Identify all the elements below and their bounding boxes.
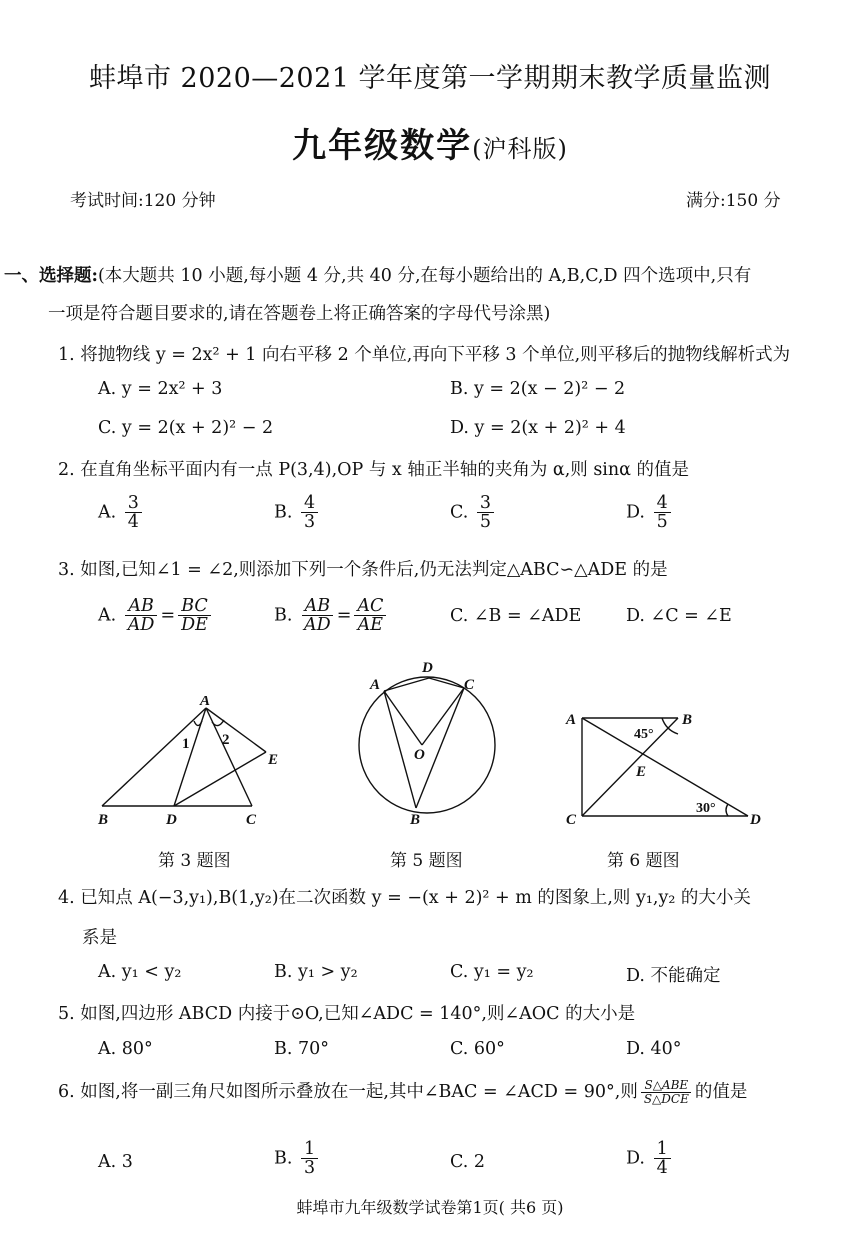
q2-a-num: 3 bbox=[125, 494, 142, 513]
fig5-caption: 第 5 题图 bbox=[390, 851, 463, 871]
q3-option-b: B. $\frac{AB}{AD}$ = $\frac{AC}{AE}$ bbox=[274, 597, 389, 635]
section-intro: (本大题共 10 小题,每小题 4 分,共 40 分,在每小题给出的 A,B,C,D 四个选项中,只有 bbox=[97, 266, 752, 286]
q4-option-c: C. y₁ = y₂ bbox=[450, 962, 534, 982]
fig3-label-a: A bbox=[200, 696, 211, 709]
q6-frac-num: S△ABE bbox=[641, 1079, 691, 1093]
q1-stem: 1. 将抛物线 y = 2x² + 1 向右平移 2 个单位,再向下平移 3 个单位,则平移后的抛物线解析式为 bbox=[58, 345, 791, 365]
figure-5 bbox=[354, 656, 504, 826]
q5-stem: 5. 如图,四边形 ABCD 内接于⊙O,已知∠ADC = 140°,则∠AOC 的大小是 bbox=[58, 1004, 636, 1024]
q6-frac-den: S△DCE bbox=[643, 1092, 689, 1106]
section-intro-line2: 一项是符合题目要求的,请在答题卷上将正确答案的字母代号涂黑) bbox=[48, 304, 551, 324]
q6-option-a: A. 3 bbox=[98, 1152, 133, 1172]
fig6-label-b: B bbox=[682, 712, 693, 728]
q4-option-b: B. y₁ > y₂ bbox=[274, 962, 358, 982]
q2-c-den: 5 bbox=[479, 512, 492, 533]
q5-option-d: D. 40° bbox=[626, 1039, 682, 1059]
q3-stem: 3. 如图,已知∠1 = ∠2,则添加下列一个条件后,仍无法判定△ABC∽△ADE 的是 bbox=[58, 560, 668, 580]
fig3-label-b: B bbox=[98, 812, 109, 828]
subject-name: 九年级数学 bbox=[292, 126, 473, 166]
fig3-label-e: E bbox=[268, 752, 279, 768]
figure-3 bbox=[90, 696, 290, 832]
q6-stem: 6. 如图,将一副三角尺如图所示叠放在一起,其中∠BAC = ∠ACD = 90°,则 $\frac{\text{S△ABE}}{\text{S△DCE}}$ 的值是 bbox=[58, 1078, 748, 1106]
fig5-label-a: A bbox=[370, 677, 381, 693]
fig6-label-c: C bbox=[566, 812, 577, 828]
q4-stem-line2: 系是 bbox=[82, 928, 117, 948]
fig3-label-c: C bbox=[246, 812, 257, 828]
fig5-label-d: D bbox=[422, 660, 433, 676]
q2-d-den: 5 bbox=[656, 512, 668, 533]
fig6-label-a: A bbox=[566, 712, 577, 728]
q4-stem-line1: 4. 已知点 A(−3,y₁),B(1,y₂)在二次函数 y = −(x + 2)² + m 的图象上,则 y₁,y₂ 的大小关 bbox=[58, 888, 751, 908]
full-score: 满分:150 分 bbox=[686, 191, 781, 211]
edition-label: (沪科版) bbox=[472, 135, 568, 163]
q3-option-c: C. ∠B = ∠ADE bbox=[450, 606, 582, 626]
q4-option-a: A. y₁ < y₂ bbox=[98, 962, 182, 982]
fig3-label-1: 1 bbox=[182, 736, 190, 752]
subject-title bbox=[0, 118, 860, 167]
page-footer: 蚌埠市九年级数学试卷第1页( 共6 页) bbox=[296, 1198, 564, 1217]
q1-option-c: C. y = 2(x + 2)² − 2 bbox=[98, 418, 274, 438]
exam-time: 考试时间:120 分钟 bbox=[70, 191, 216, 211]
figure-6 bbox=[562, 706, 772, 830]
q2-a-den: 4 bbox=[127, 512, 139, 533]
q2-option-b: B. $\frac{4}{3}$ bbox=[274, 494, 321, 532]
q5-option-c: C. 60° bbox=[450, 1039, 505, 1059]
q2-option-d: D. $\frac{4}{5}$ bbox=[626, 494, 674, 532]
fig5-label-c: C bbox=[464, 677, 475, 693]
q2-option-a: A. $\frac{3}{4}$ bbox=[98, 494, 145, 532]
q5-option-b: B. 70° bbox=[274, 1039, 330, 1059]
q2-option-c: C. $\frac{3}{5}$ bbox=[450, 494, 497, 532]
fig6-caption: 第 6 题图 bbox=[607, 851, 680, 871]
q2-c-num: 3 bbox=[477, 494, 494, 513]
fig5-label-b: B bbox=[410, 812, 421, 826]
q5-option-a: A. 80° bbox=[98, 1039, 153, 1059]
q3-option-a: A. $\frac{AB}{AD}$ = $\frac{BC}{DE}$ bbox=[98, 597, 214, 635]
fig6-label-d: D bbox=[750, 812, 761, 828]
fig3-label-d: D bbox=[166, 812, 177, 828]
exam-title: 蚌埠市 2020—2021 学年度第一学期期末教学质量监测 bbox=[88, 63, 772, 94]
q6-option-d: D. $\frac{1}{4}$ bbox=[626, 1140, 674, 1178]
fig5-label-o: O bbox=[414, 747, 425, 763]
q3-option-d: D. ∠C = ∠E bbox=[626, 606, 732, 626]
fig6-angle-45: 45° bbox=[634, 727, 654, 742]
q1-option-b: B. y = 2(x − 2)² − 2 bbox=[450, 379, 626, 399]
q2-d-num: 4 bbox=[654, 494, 671, 513]
q4-option-d: D. 不能确定 bbox=[626, 966, 721, 986]
fig6-label-e: E bbox=[636, 764, 647, 780]
q2-b-num: 4 bbox=[301, 494, 318, 513]
q2-b-den: 3 bbox=[304, 512, 316, 533]
q6-option-b: B. $\frac{1}{3}$ bbox=[274, 1140, 321, 1178]
q1-option-a: A. y = 2x² + 3 bbox=[98, 379, 223, 399]
section-intro-line1 bbox=[4, 262, 751, 287]
q2-stem: 2. 在直角坐标平面内有一点 P(3,4),OP 与 x 轴正半轴的夹角为 α,则 sinα 的值是 bbox=[58, 460, 690, 480]
fig3-caption: 第 3 题图 bbox=[158, 851, 231, 871]
fig6-angle-30: 30° bbox=[696, 801, 716, 816]
q1-option-d: D. y = 2(x + 2)² + 4 bbox=[450, 418, 626, 438]
q6-option-c: C. 2 bbox=[450, 1152, 486, 1172]
section-heading: 一、选择题: bbox=[4, 266, 98, 286]
fig3-label-2: 2 bbox=[222, 732, 230, 748]
